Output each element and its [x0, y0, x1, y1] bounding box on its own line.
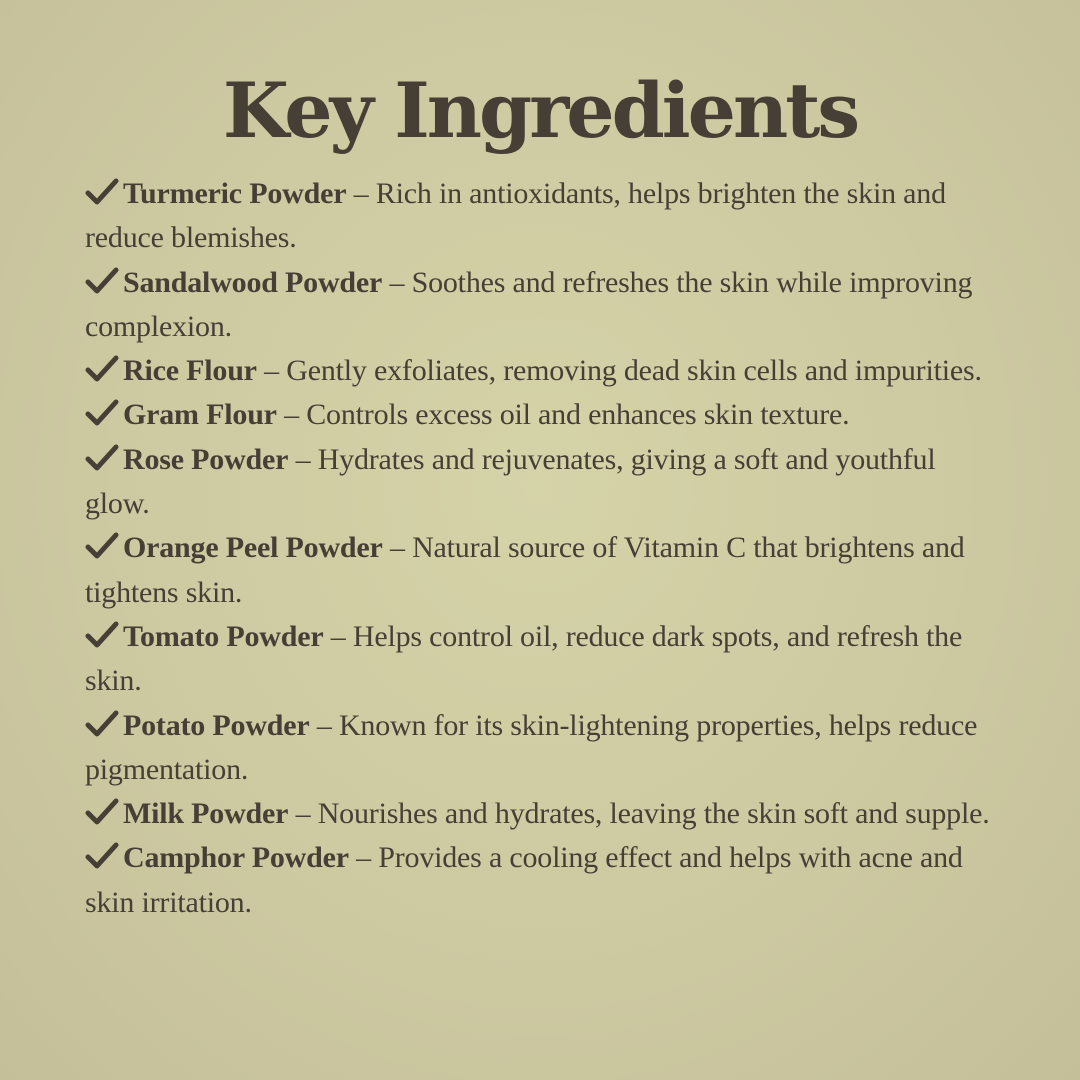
ingredient-name: Camphor Powder — [123, 841, 349, 875]
list-item — [85, 393, 1000, 437]
ingredient-description: Hydrates and rejuvenates, giving a soft and youthful glow. — [85, 442, 936, 521]
separator: – — [389, 531, 405, 565]
ingredient-name: Tomato Powder — [123, 619, 324, 653]
separator: – — [284, 398, 299, 432]
check-icon — [85, 266, 119, 296]
ingredient-name: Gram Flour — [123, 398, 277, 432]
ingredient-description: Helps control oil, reduce dark spots, and refresh the skin. — [85, 619, 963, 698]
check-icon — [85, 177, 119, 207]
list-item — [85, 704, 1000, 793]
check-icon — [85, 620, 119, 650]
check-icon — [85, 841, 119, 871]
check-icon — [85, 398, 119, 428]
list-item — [85, 526, 1000, 615]
ingredient-name: Rice Flour — [123, 354, 257, 388]
ingredient-description: Soothes and refreshes the skin while improving complexion. — [85, 265, 973, 343]
list-item — [85, 792, 1000, 836]
list-item — [85, 438, 1000, 527]
check-icon — [85, 797, 119, 827]
separator: – — [264, 354, 279, 388]
separator: – — [353, 177, 369, 210]
check-icon — [85, 443, 119, 473]
separator: – — [295, 442, 311, 476]
ingredient-name: Potato Powder — [123, 708, 310, 742]
ingredient-description: Rich in antioxidants, helps brighten the skin and reduce blemishes. — [85, 177, 946, 255]
ingredient-description: Natural source of Vitamin C that brightens and tightens skin. — [85, 531, 965, 609]
separator: – — [330, 619, 346, 653]
ingredient-description: Provides a cooling effect and helps with acne and skin irritation. — [85, 841, 963, 919]
ingredient-description: Known for its skin-lightening properties, helps reduce pigmentation. — [85, 708, 978, 786]
ingredient-name: Turmeric Powder — [123, 177, 347, 210]
check-icon — [85, 709, 119, 739]
separator: – — [356, 841, 371, 875]
ingredient-description: Controls excess oil and enhances skin texture. — [306, 398, 850, 432]
check-icon — [85, 531, 119, 561]
ingredient-list — [85, 172, 1000, 925]
ingredient-name: Milk Powder — [123, 797, 289, 831]
check-icon — [85, 354, 119, 384]
ingredient-name: Rose Powder — [123, 442, 289, 476]
list-item — [85, 349, 1000, 393]
ingredient-description: Gently exfoliates, removing dead skin cells and impurities. — [286, 354, 982, 388]
list-item — [85, 836, 1000, 925]
page-title: Key Ingredients — [222, 66, 858, 155]
separator: – — [389, 265, 405, 299]
ingredient-description: Nourishes and hydrates, leaving the skin soft and supple. — [317, 797, 990, 831]
separator: – — [316, 708, 332, 742]
separator: – — [295, 797, 311, 831]
list-item — [85, 615, 1000, 704]
list-item — [85, 261, 1000, 350]
ingredient-name: Sandalwood Powder — [123, 265, 383, 299]
list-item — [85, 172, 1000, 261]
ingredient-name: Orange Peel Powder — [123, 531, 383, 565]
